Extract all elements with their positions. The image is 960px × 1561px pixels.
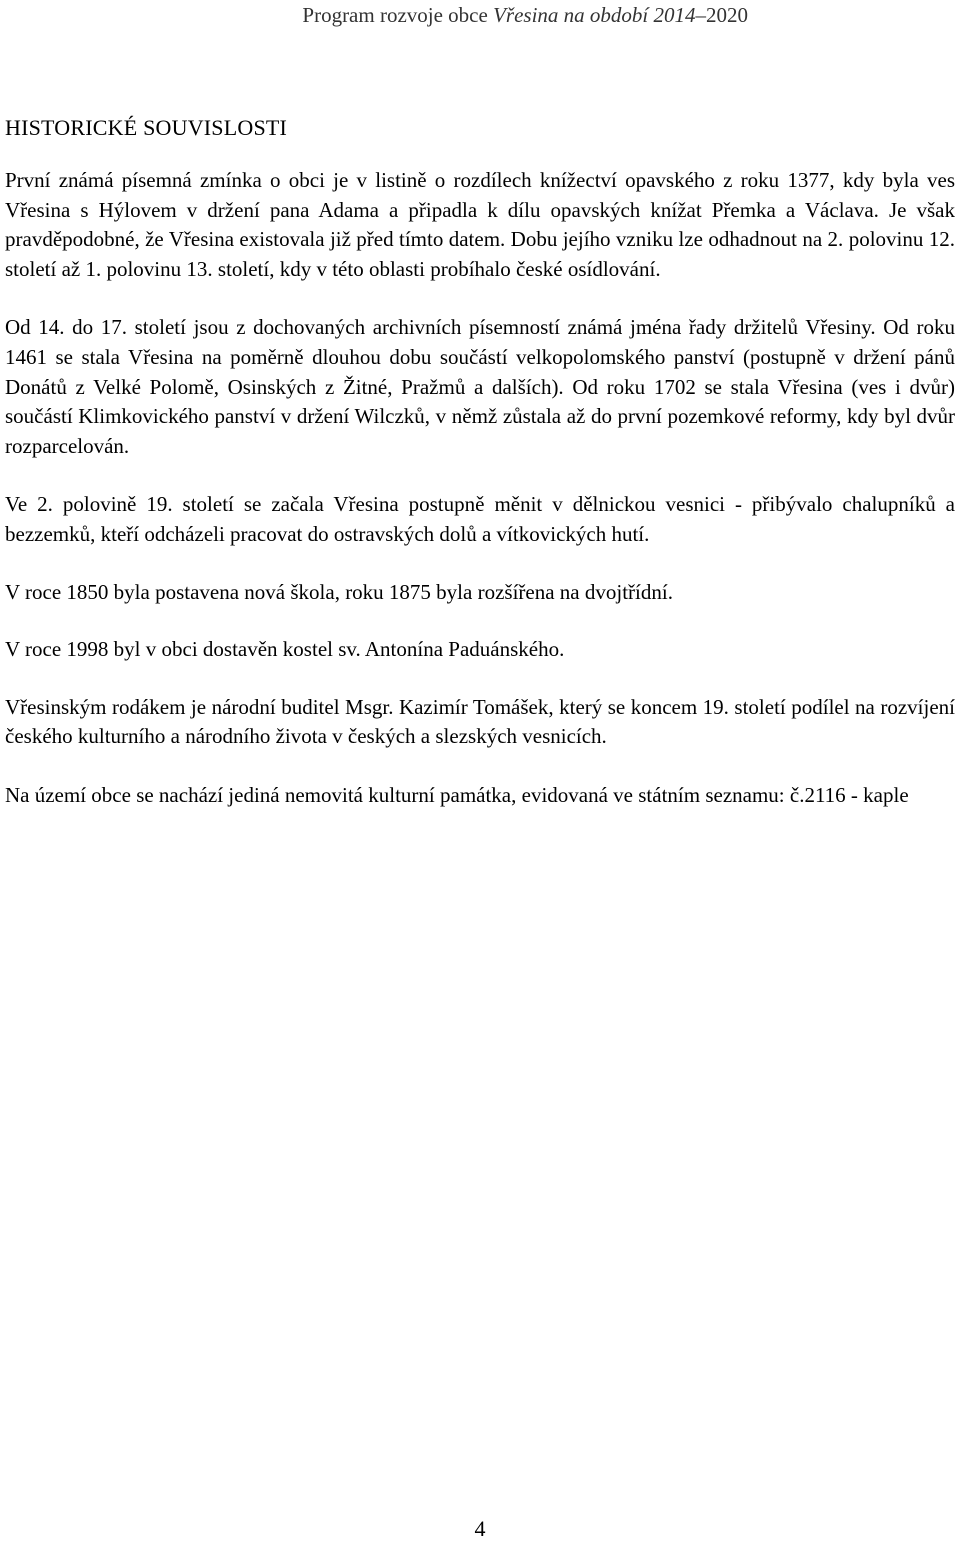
paragraph-19th-century: Ve 2. polovině 19. století se začala Vřesina postupně měnit v dělnickou vesnici - přibývalo chalupníků a bezzemků, kteří odcházeli pracovat do ostravských dolů a vítkovických hutí. <box>5 492 955 546</box>
paragraph-native: Vřesinským rodákem je národní buditel Msgr. Kazimír Tomášek, který se koncem 19. století podílel na rozvíjení českého kulturního a národního života v českých a slezských vesnicích. <box>5 694 955 749</box>
running-header-italic: Vřesina na období 2014 <box>493 3 696 27</box>
paragraph-church: V roce 1998 byl v obci dostavěn kostel sv. Antonína Paduánského. <box>5 637 565 662</box>
running-header-prefix: Program rozvoje obce <box>302 3 494 27</box>
page-number: 4 <box>474 1516 486 1541</box>
document-body <box>5 112 955 811</box>
running-header-suffix: –2020 <box>695 3 748 27</box>
paragraph-first-mention: První známá písemná zmínka o obci je v listině o rozdílech knížectví opavského z roku 1377, kdy byla ves Vřesina s Hýlovem v držení pana Adama a připadla k dílu opavských knížat Přemka a Václava. Je však pravděpodobné, že Vřesina existovala již před tímto datem. Dobu jejího vzniku lze odhadnout na 2. polovinu 12. století až 1. polovinu 13. století, kdy v této oblasti probíhalo české osídlování. <box>5 168 955 281</box>
paragraph-monument: Na území obce se nachází jediná nemovitá kulturní památka, evidovaná ve státním seznamu: č.2116 - kaple <box>5 782 909 807</box>
paragraph-school: V roce 1850 byla postavena nová škola, roku 1875 byla rozšířena na dvojtřídní. <box>5 579 673 604</box>
running-header <box>302 2 748 28</box>
paragraph-owners: Od 14. do 17. století jsou z dochovaných archivních písemností známá jména řady držitelů Vřesiny. Od roku 1461 se stala Vřesina na poměrně dlouhou dobu součástí velkopolomského panství (postupně v držení pánů Donátů z Velké Polomě, Osinských z Žitné, Pražmů a dalších). Od roku 1702 se stala Vřesina (ves i dvůr) součástí Klimkovického panství v držení Wilczků, v němž zůstala až do první pozemkové reformy, kdy byl dvůr rozparcelován. <box>5 315 955 458</box>
section-title: HISTORICKÉ SOUVISLOSTI <box>5 115 288 140</box>
